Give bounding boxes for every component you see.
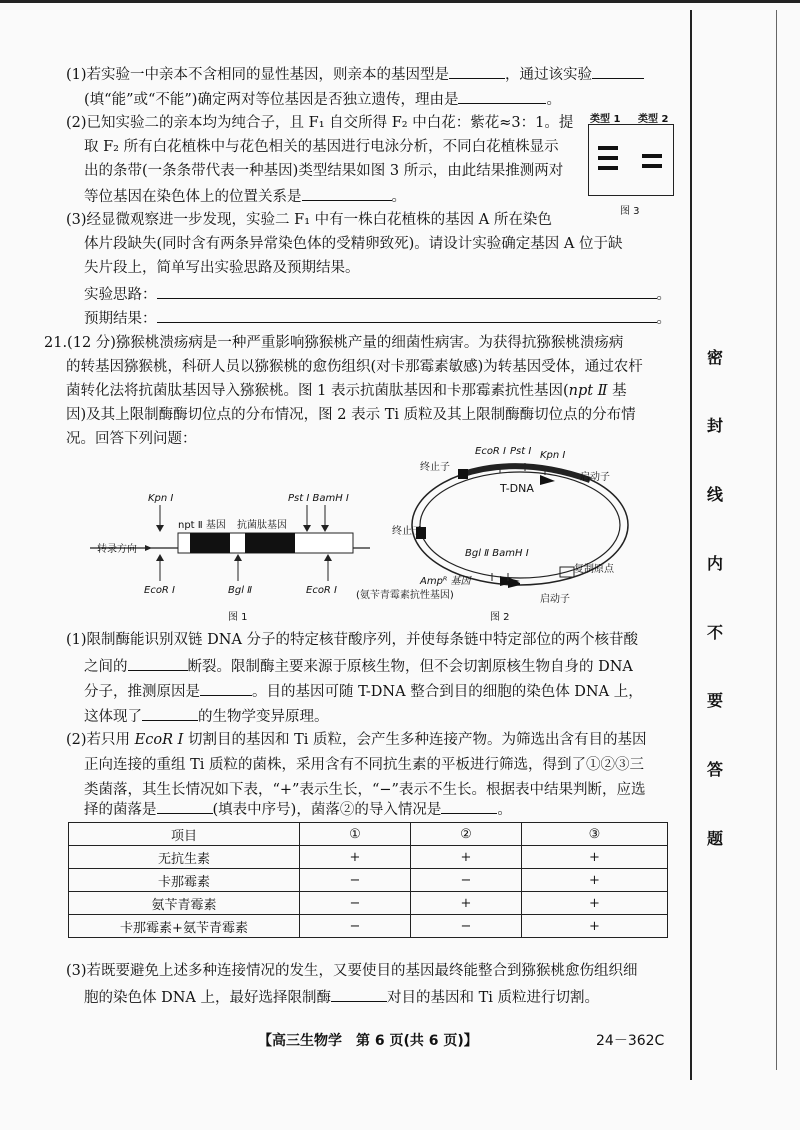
q20-2-line2: 取 F₂ 所有白花植株中与花色相关的基因进行电泳分析，不同白花植株显示 xyxy=(84,139,559,155)
table-cell: − xyxy=(300,892,411,915)
fig1-bgl-label: Bgl Ⅱ xyxy=(228,585,253,596)
table-header-cell: 项目 xyxy=(69,823,300,846)
fig2-ampr-note: (氨苄青霉素抗性基因) xyxy=(356,590,454,601)
q20-3-line3: 失片段上，简单写出实验思路及预期结果。 xyxy=(84,260,360,276)
experiment-idea-line: 实验思路： 。 xyxy=(84,284,671,305)
promoter-arrow xyxy=(540,475,555,485)
fig3-gel xyxy=(588,124,674,196)
fig2-promoter1-label: 启动子 xyxy=(580,472,610,483)
table-cell: 卡那霉素 xyxy=(69,869,300,892)
table-cell: 卡那霉素+氨苄青霉素 xyxy=(69,915,300,938)
fig1-caption: 图 1 xyxy=(228,612,248,623)
q21-stem-line5: 况。回答下列问题： xyxy=(66,431,197,447)
q21-stem-line3: 菌转化法将抗菌肽基因导入猕猴桃。图 1 表示抗菌肽基因和卡那霉素抗性基因(npt Ⅱ 基 xyxy=(66,383,627,399)
q21-2-line2: 正向连接的重组 Ti 质粒的菌株，采用含有不同抗生素的平板进行筛选，得到了①②③三 xyxy=(84,757,645,773)
fig1-npt-label: npt Ⅱ 基因 xyxy=(178,520,226,531)
table-cell: 氨苄青霉素 xyxy=(69,892,300,915)
fig2-terminator2-label: 终止子 xyxy=(392,526,422,537)
terminator-block xyxy=(458,469,468,479)
table-cell: + xyxy=(522,869,668,892)
answer-blank[interactable] xyxy=(441,799,497,814)
margin-note-char: 题 xyxy=(706,829,723,848)
table-row xyxy=(69,892,668,915)
table-row xyxy=(69,846,668,869)
answer-blank[interactable] xyxy=(157,284,657,299)
fig1-ecor-left-label: EcoR Ⅰ xyxy=(144,585,176,596)
answer-blank[interactable] xyxy=(592,64,644,79)
q20-1-line1: (1)若实验一中亲本不含相同的显性基因，则亲本的基因型是 ，通过该实验 xyxy=(66,64,644,85)
margin-note-char: 内 xyxy=(706,554,723,573)
page-edge-line xyxy=(776,10,777,1070)
q21-1-line4: 这体现了 的生物学变异原理。 xyxy=(84,706,329,727)
band xyxy=(642,154,662,158)
q21-2-line4: 择的菌落是 (填表中序号)，菌落②的导入情况是 。 xyxy=(84,799,512,820)
q21-stem-line1: 21.(12 分)猕猴桃溃疡病是一种严重影响猕猴桃产量的细菌性病害。为获得抗猕猴桃溃疡病 xyxy=(44,335,624,351)
table-cell: + xyxy=(300,846,411,869)
table-cell: − xyxy=(300,915,411,938)
margin-note-char: 答 xyxy=(706,760,723,779)
margin-note-char: 不 xyxy=(706,623,723,642)
q21-3-line2: 胞的染色体 DNA 上，最好选择限制酶 对目的基因和 Ti 质粒进行切割。 xyxy=(84,987,599,1008)
table-cell: + xyxy=(411,846,522,869)
table-header-cell: ③ xyxy=(522,823,668,846)
answer-blank[interactable] xyxy=(449,64,505,79)
fig2-bgl-bam-label: Bgl Ⅱ BamH Ⅰ xyxy=(465,548,529,559)
table-cell: + xyxy=(522,915,668,938)
fig3-type2-label: 类型 2 xyxy=(638,114,669,125)
fig1-amp-label: 抗菌肽基因 xyxy=(237,520,287,531)
q20-2-line3: 出的条带(一条条带代表一种基因)类型结果如图 3 所示，由此结果推测两对 xyxy=(84,163,564,179)
npt-gene-block xyxy=(190,533,230,553)
band xyxy=(598,166,618,170)
table-cell: + xyxy=(522,846,668,869)
answer-blank[interactable] xyxy=(142,706,198,721)
table-cell: − xyxy=(411,915,522,938)
top-border xyxy=(0,0,800,3)
margin-note-char: 封 xyxy=(706,416,723,435)
table-cell: + xyxy=(522,892,668,915)
table-row xyxy=(69,915,668,938)
table-cell: − xyxy=(411,869,522,892)
fig2-terminator1-label: 终止子 xyxy=(420,462,450,473)
table-cell: − xyxy=(300,869,411,892)
answer-blank[interactable] xyxy=(128,656,188,671)
fig2-ampr-label: Ampᴿ 基因 xyxy=(420,576,471,587)
q21-1-line2: 之间的 断裂。限制酶主要来源于原核生物，但不会切割原核生物自身的 DNA xyxy=(84,656,633,677)
margin-note-char: 密 xyxy=(706,348,723,367)
expected-result-line: 预期结果： 。 xyxy=(84,308,671,329)
fig2-kpn-label: Kpn Ⅰ xyxy=(540,450,566,461)
antimicrobial-gene-block xyxy=(245,533,295,553)
q20-3-line1: (3)经显微观察进一步发现，实验二 F₁ 中有一株白花植株的基因 A 所在染色 xyxy=(66,212,552,228)
margin-note-char: 要 xyxy=(706,691,723,710)
binding-line xyxy=(690,10,692,1080)
q20-1-line2: (填“能”或“不能”)确定两对等位基因是否独立遗传，理由是 。 xyxy=(84,89,561,110)
page-footer: 【高三生物学 第 6 页(共 6 页)】 xyxy=(258,1033,478,1049)
fig1-direction-label: 转录方向 xyxy=(97,544,137,555)
fig1-pst-bam-label: Pst Ⅰ BamH Ⅰ xyxy=(288,493,349,504)
q20-2-line1: (2)已知实验二的亲本均为纯合子，且 F₁ 自交所得 F₂ 中白花：紫花≈3：1。提 xyxy=(66,115,574,131)
answer-blank[interactable] xyxy=(157,308,657,323)
table-header-row xyxy=(69,823,668,846)
answer-blank[interactable] xyxy=(458,89,546,104)
results-table xyxy=(68,822,668,938)
q21-1-line1: (1)限制酶能识别双链 DNA 分子的特定核苷酸序列，并使每条链中特定部位的两个核苷酸 xyxy=(66,632,639,648)
fig2-tdna-label: T-DNA xyxy=(500,482,534,495)
table-row xyxy=(69,869,668,892)
margin-note-char: 线 xyxy=(706,485,723,504)
fig2-ori-label: 复制原点 xyxy=(574,564,614,575)
table-header-cell: ① xyxy=(300,823,411,846)
answer-blank[interactable] xyxy=(302,186,392,201)
band xyxy=(598,156,618,160)
fig3-caption: 图 3 xyxy=(620,206,640,217)
q21-3-line1: (3)若既要避免上述多种连接情况的发生，又要使目的基因最终能整合到猕猴桃愈伤组织细 xyxy=(66,963,638,979)
q21-2-line1: (2)若只用 EcoR Ⅰ 切割目的基因和 Ti 质粒，会产生多种连接产物。为筛选出含有目的基因 xyxy=(66,732,647,748)
fig3-type1-label: 类型 1 xyxy=(590,114,621,125)
table-cell: 无抗生素 xyxy=(69,846,300,869)
fig2-caption: 图 2 xyxy=(490,612,510,623)
q20-3-line2: 体片段缺失(同时含有两条异常染色体的受精卵致死)。请设计实验确定基因 A 位于缺 xyxy=(84,236,623,252)
fig1-ecor-right-label: EcoR Ⅰ xyxy=(306,585,338,596)
answer-blank[interactable] xyxy=(331,987,387,1002)
answer-blank[interactable] xyxy=(157,799,213,814)
fig1-kpn-label: Kpn Ⅰ xyxy=(148,493,174,504)
answer-blank[interactable] xyxy=(200,681,252,696)
paper-code: 24－362C xyxy=(596,1033,665,1049)
band xyxy=(642,164,662,168)
q21-stem-line2: 的转基因猕猴桃，科研人员以猕猴桃的愈伤组织(对卡那霉素敏感)为转基因受体，通过农杆 xyxy=(66,359,643,375)
q21-1-line3: 分子，推测原因是 。目的基因可随 T-DNA 整合到目的细胞的染色体 DNA 上， xyxy=(84,681,643,702)
band xyxy=(598,146,618,150)
fig2-pst-label: Pst Ⅰ xyxy=(510,446,532,457)
table-cell: + xyxy=(411,892,522,915)
table-header-cell: ② xyxy=(411,823,522,846)
q20-2-line4: 等位基因在染色体上的位置关系是 。 xyxy=(84,186,406,207)
fig2-promoter2-label: 启动子 xyxy=(540,594,570,605)
q21-2-line3: 类菌落，其生长情况如下表，“+”表示生长，“−”表示不生长。根据表中结果判断，应选 xyxy=(84,782,646,798)
fig2-ecor-label: EcoR Ⅰ xyxy=(475,446,507,457)
q21-stem-line4: 因)及其上限制酶酶切位点的分布情况，图 2 表示 Ti 质粒及其上限制酶酶切位点的分布情 xyxy=(66,407,636,423)
